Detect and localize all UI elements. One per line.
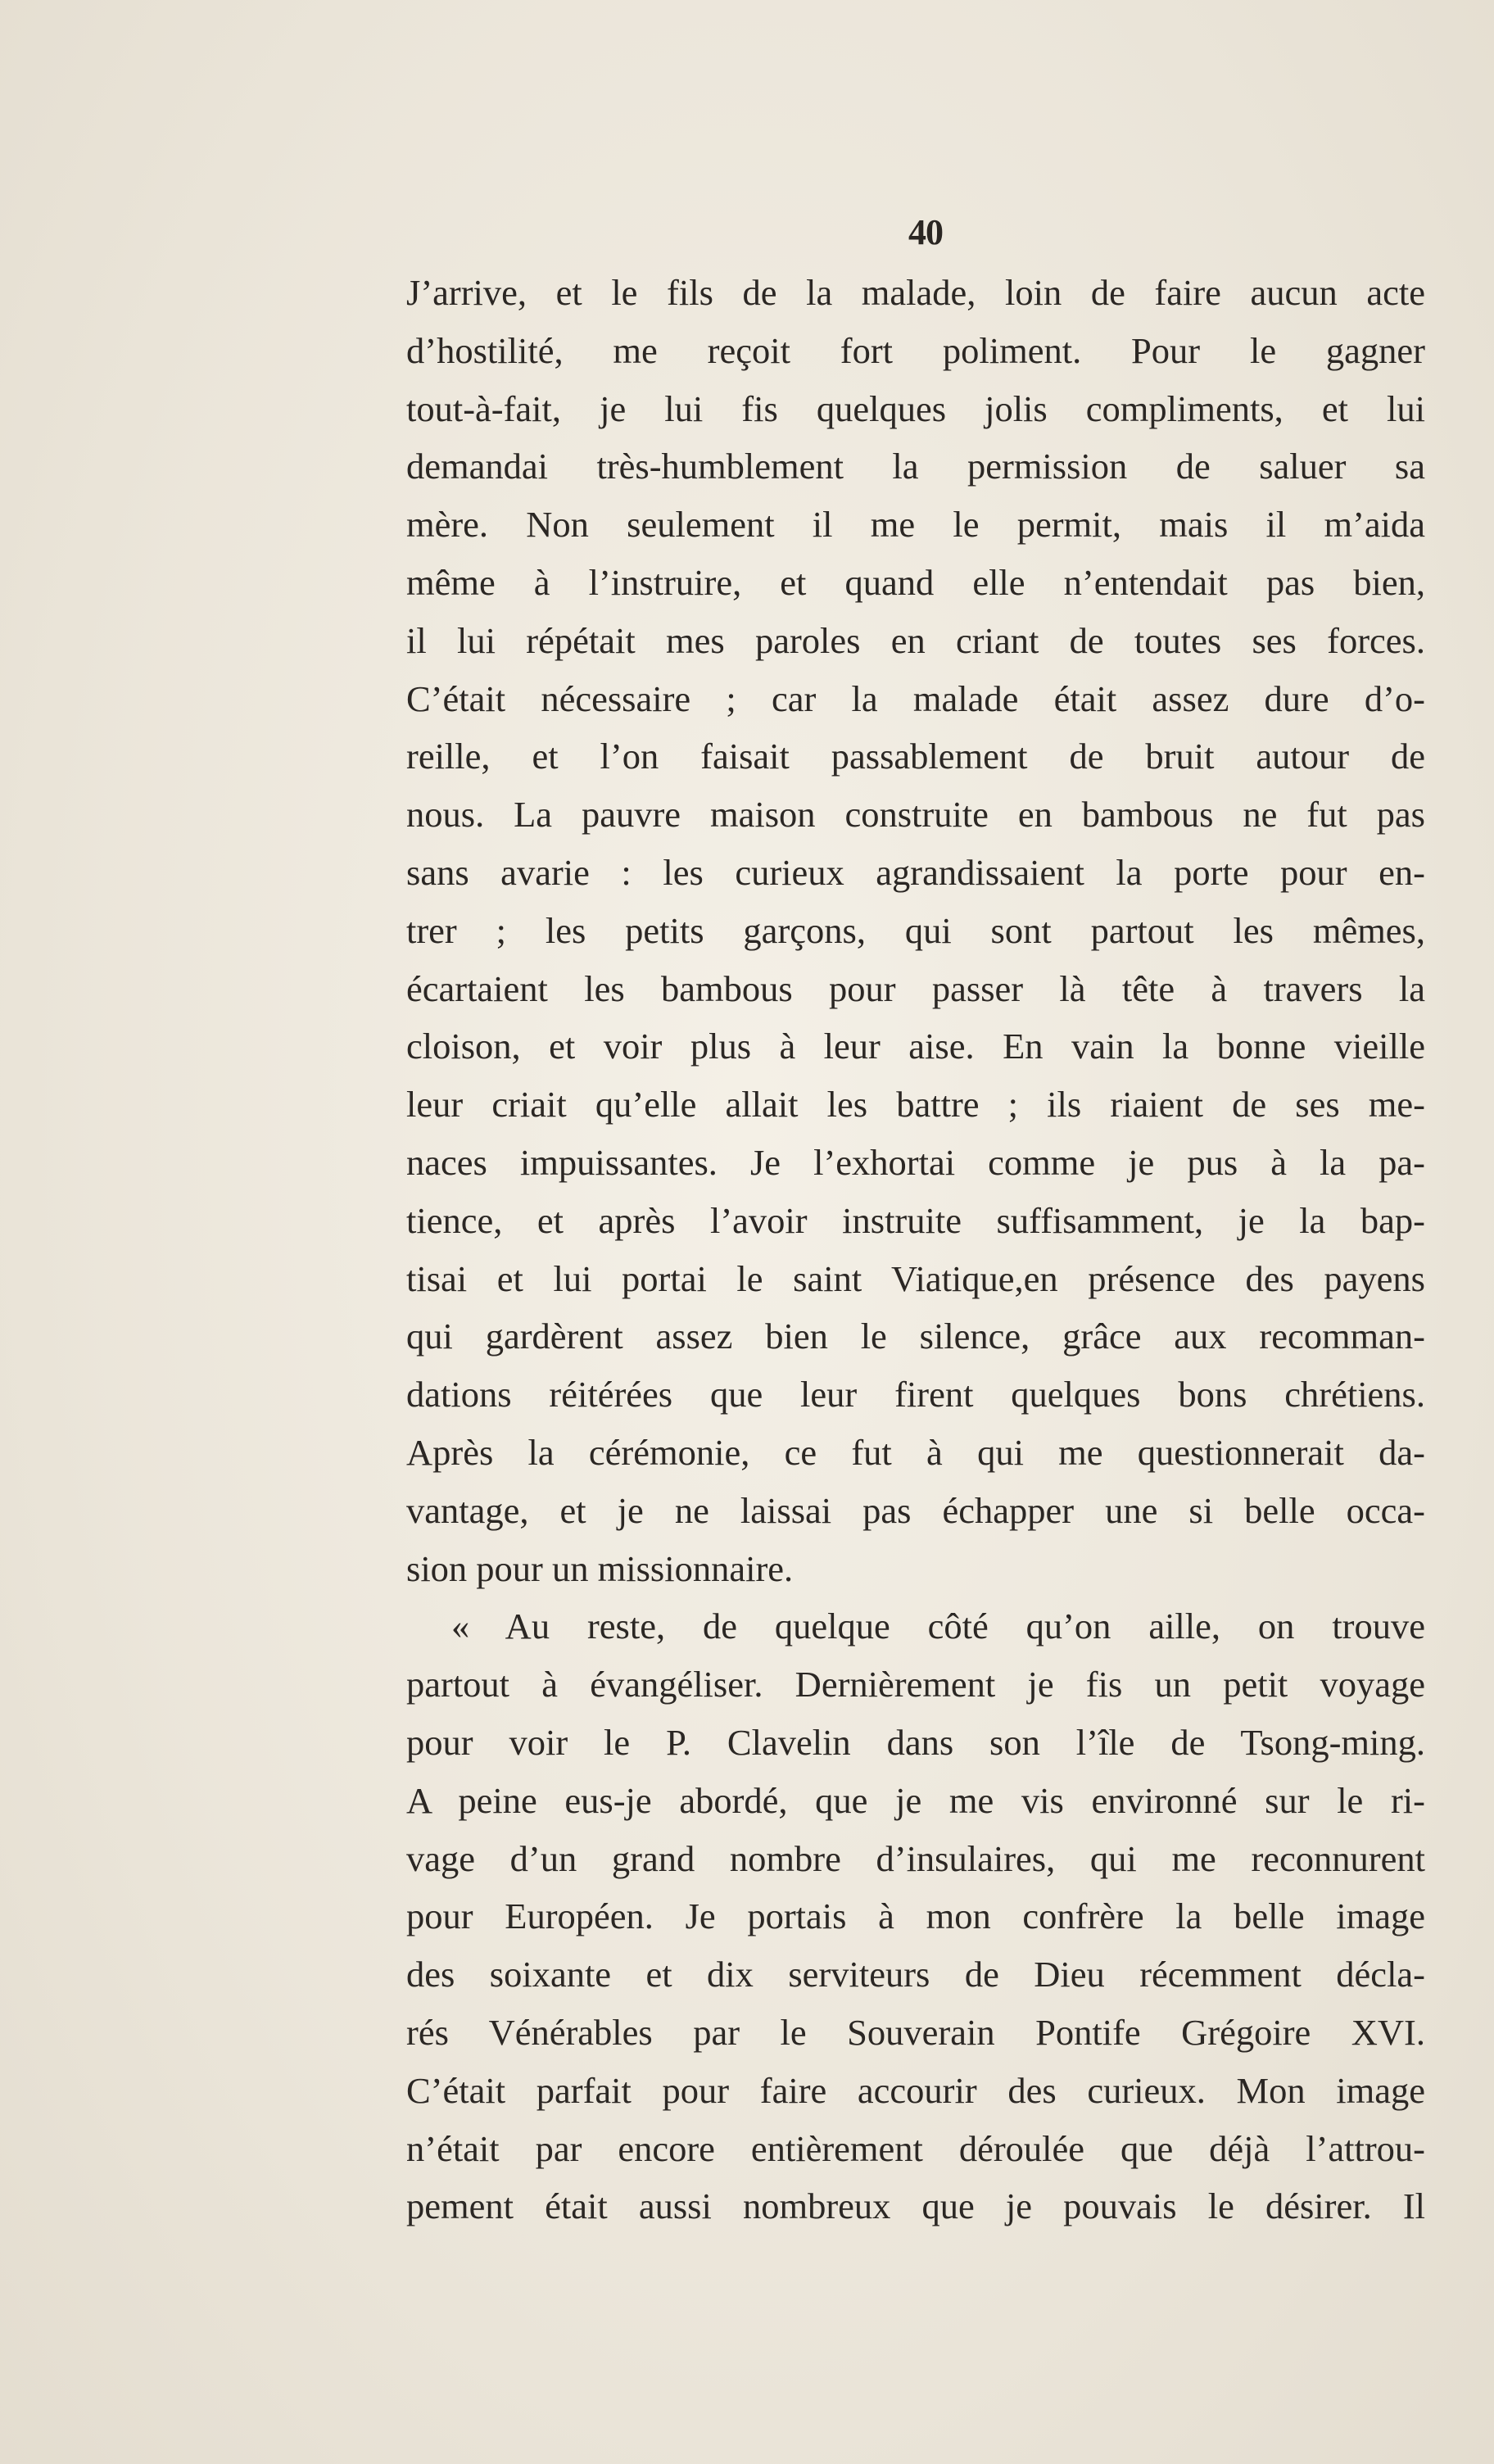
text-line: d’hostilité, me reçoit fort poliment. Pour le gagner (406, 329, 1425, 371)
text-line: mère. Non seulement il me le permit, mais il m’aida (406, 504, 1425, 546)
text-line: des soixante et dix serviteurs de Dieu récemment décla- (406, 1954, 1425, 1995)
text-line: pour voir le P. Clavelin dans son l’île de Tsong-ming. (406, 1721, 1425, 1763)
text-line: demandai très-humblement la permission de saluer sa (406, 446, 1425, 487)
text-line: trer ; les petits garçons, qui sont partout les mêmes, (406, 909, 1425, 951)
paragraph-last-line: sion pour un missionnaire. (406, 1547, 794, 1589)
text-line: A peine eus-je abordé, que je me vis environné sur le ri- (406, 1779, 1425, 1821)
text-line: leur criait qu’elle allait les battre ; ils riaient de ses me- (406, 1084, 1425, 1126)
text-line: reille, et l’on faisait passablement de bruit autour de (406, 736, 1425, 777)
text-line: qui gardèrent assez bien le silence, grâce aux recomman- (406, 1316, 1425, 1357)
text-line: C’était nécessaire ; car la malade était assez dure d’o- (406, 677, 1425, 719)
text-line: pour Européen. Je portais à mon confrère la belle image (406, 1896, 1425, 1937)
body-text (406, 264, 1425, 2235)
page-number: 40 (908, 212, 943, 252)
text-line: n’était par encore entièrement déroulée que déjà l’attrou- (406, 2127, 1425, 2169)
text-line: pement était aussi nombreux que je pouvais le désirer. Il (406, 2185, 1425, 2227)
text-line: C’était parfait pour faire accourir des curieux. Mon image (406, 2069, 1425, 2111)
text-line: Après la cérémonie, ce fut à qui me questionnerait da- (406, 1431, 1425, 1473)
text-line: tisai et lui portai le saint Viatique,en présence des payens (406, 1257, 1425, 1299)
text-line: écartaient les bambous pour passer là tête à travers la (406, 967, 1425, 1009)
text-line: nous. La pauvre maison construite en bambous ne fut pas (406, 794, 1425, 836)
text-line: naces impuissantes. Je l’exhortai comme je pus à la pa- (406, 1141, 1425, 1183)
text-line: J’arrive, et le fils de la malade, loin de faire aucun acte (406, 272, 1425, 313)
text-line: il lui répétait mes paroles en criant de toutes ses forces. (406, 619, 1425, 661)
text-line: rés Vénérables par le Souverain Pontife Grégoire XVI. (406, 2011, 1425, 2053)
text-line: vage d’un grand nombre d’insulaires, qui me reconnurent (406, 1837, 1425, 1879)
text-line: partout à évangéliser. Dernièrement je fis un petit voyage (406, 1664, 1425, 1705)
text-line: tout-à-fait, je lui fis quelques jolis compliments, et lui (406, 387, 1425, 429)
text-line: vantage, et je ne laissai pas échapper une si belle occa- (406, 1489, 1425, 1531)
text-line: sans avarie : les curieux agrandissaient la porte pour en- (406, 851, 1425, 893)
text-line: tience, et après l’avoir instruite suffisamment, je la bap- (406, 1199, 1425, 1241)
text-line: dations réitérées que leur firent quelques bons chrétiens. (406, 1374, 1425, 1415)
paragraph-first-line: « Au reste, de quelque côté qu’on aille, on trouve (451, 1606, 1425, 1647)
text-line: cloison, et voir plus à leur aise. En vain la bonne vieille (406, 1026, 1425, 1067)
text-line: même à l’instruire, et quand elle n’entendait pas bien, (406, 561, 1425, 603)
